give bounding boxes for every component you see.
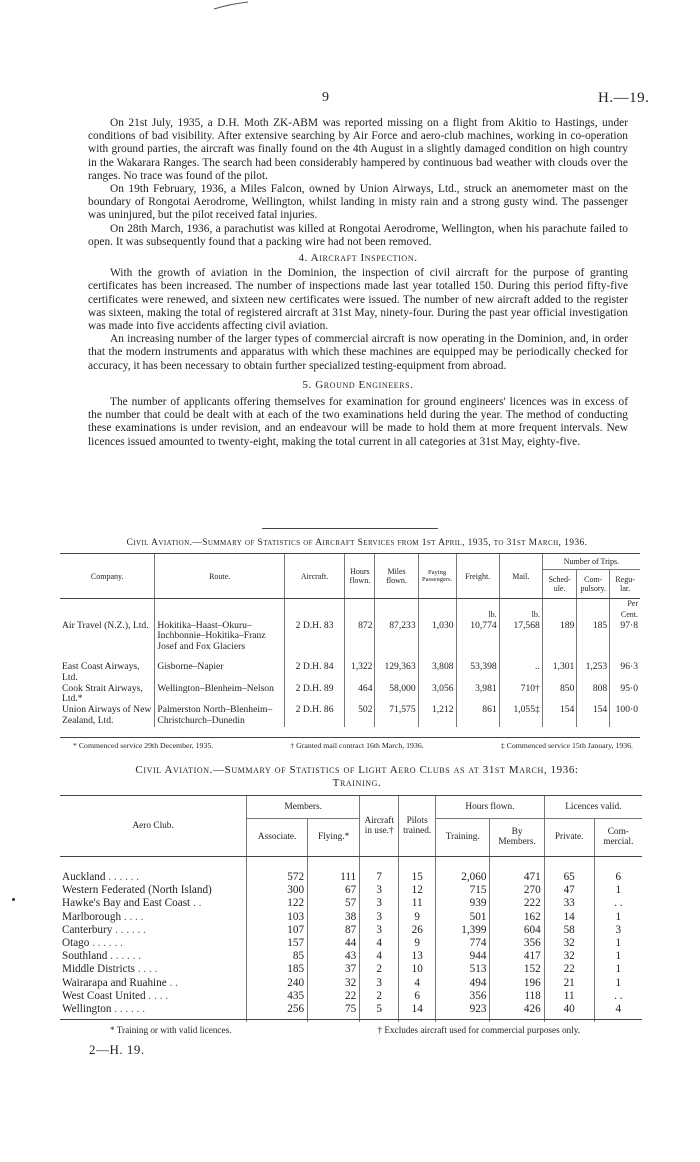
cell-private: 32 bbox=[544, 937, 594, 950]
col-commercial: Com-mercial. bbox=[594, 818, 642, 856]
body-text bbox=[88, 117, 628, 449]
table-bottom-rule bbox=[60, 1019, 642, 1020]
cell-aircraft: 2 bbox=[360, 990, 399, 1003]
cell-club bbox=[60, 897, 247, 910]
cell-freight: 861 bbox=[456, 705, 499, 727]
club-name: Marlborough bbox=[62, 910, 122, 923]
cell-by-members: 162 bbox=[490, 911, 544, 924]
club-name: Wellington bbox=[62, 1003, 112, 1016]
cell-aircraft: 4 bbox=[360, 937, 399, 950]
paragraph: With the growth of aviation in the Dominion, the inspection of civil aircraft for the purpose of granting certificates has been increased. The number of inspections made last year totalled 150. During this period fifty-five certificates were renewed, and sixteen new certificates were issued. The number of new aircraft added to the register was sixteen, making the total of registered aircraft at 31st May, ninety-four. During the past year official investigation was made into five accidents affecting civil aviation. bbox=[88, 267, 628, 333]
club-name: Canterbury bbox=[62, 923, 113, 936]
cell-commercial: 3 bbox=[594, 924, 642, 937]
document-reference: H.—19. bbox=[598, 90, 650, 106]
cell-associate: 185 bbox=[247, 963, 308, 976]
cell-club bbox=[60, 1003, 247, 1016]
cell-pilots: 9 bbox=[399, 937, 436, 950]
cell-pilots: 12 bbox=[399, 884, 436, 897]
cell-associate: 300 bbox=[247, 884, 308, 897]
cell-miles: 87,233 bbox=[375, 621, 418, 653]
table1-footnotes bbox=[73, 741, 633, 750]
cell-associate: 256 bbox=[247, 1003, 308, 1016]
cell-by-members: 471 bbox=[490, 871, 544, 884]
club-name: Otago bbox=[62, 937, 90, 950]
cell-private: 40 bbox=[544, 1003, 594, 1016]
cell-company: Air Travel (N.Z.), Ltd. bbox=[62, 619, 149, 631]
col-mail: Mail. bbox=[499, 554, 542, 599]
cell-flying: 22 bbox=[308, 990, 360, 1003]
table-row bbox=[60, 963, 642, 976]
footnote: † Granted mail contract 16th March, 1936. bbox=[290, 741, 424, 750]
col-regular: Regu-lar. bbox=[610, 570, 640, 599]
cell-club bbox=[60, 977, 247, 990]
cell-associate: 103 bbox=[247, 911, 308, 924]
col-pilots-trained: Pilots trained. bbox=[399, 796, 436, 857]
table-title: Civil Aviation.—Summary of Statistics of Aircraft Services from 1st April, 1935, to 31st March, 1936. bbox=[126, 538, 588, 548]
cell-freight: 3,981 bbox=[456, 684, 499, 706]
cell-aircraft: 2 D.H. 86 bbox=[284, 705, 344, 727]
cell-flying: 111 bbox=[308, 871, 360, 884]
cell-by-members: 270 bbox=[490, 884, 544, 897]
cell-mail: 1,055‡ bbox=[499, 705, 542, 727]
table-title: Training. bbox=[332, 777, 382, 789]
unit-regular: Per Cent. bbox=[610, 599, 640, 621]
cell-commercial: 1 bbox=[594, 963, 642, 976]
club-name: Southland bbox=[62, 950, 108, 963]
cell-associate: 240 bbox=[247, 977, 308, 990]
cell-club bbox=[60, 924, 247, 937]
cell-freight: 10,774 bbox=[456, 621, 499, 653]
cell-scheduled: 1,301 bbox=[542, 662, 577, 684]
aero-clubs-table bbox=[60, 796, 642, 1022]
cell-aircraft: 2 D.H. 89 bbox=[284, 684, 344, 706]
paragraph: On 28th March, 1936, a parachutist was killed at Rongotai Aerodrome, Wellington, when his parachute failed to open. It was subsequently found that a packing wire had not been removed. bbox=[88, 222, 628, 248]
leader-dots: . . . . bbox=[137, 963, 158, 976]
cell-completed: 185 bbox=[577, 621, 610, 653]
cell-regular: 96·3 bbox=[610, 662, 640, 684]
margin-dot bbox=[12, 898, 15, 901]
paragraph: On 21st July, 1935, a D.H. Moth ZK-ABM was reported missing on a flight from Akitio to Hastings, under conditions of bad visibility. After extensive searching by Air Force and aero-club machines, working in co-operation with ground parties, the aircraft was finally found on the 4th August in a slightly damaged condition on high country in the Wakarara Ranges. The search had been considerably hampered by continuous bad weather with clouds over the ranges. No trace was found of the pilot. bbox=[88, 117, 628, 182]
cell-training: 501 bbox=[436, 911, 490, 924]
cell-route: Hokitika–Haast–Okuru–Inchbonnie–Hokitika–Franz Josef and Fox Glaciers bbox=[155, 621, 284, 653]
cell-flying: 57 bbox=[308, 897, 360, 910]
table-row bbox=[60, 911, 642, 924]
cell-mail: 710† bbox=[499, 684, 542, 706]
table-row bbox=[60, 705, 640, 727]
cell-associate: 122 bbox=[247, 897, 308, 910]
cell-miles: 129,363 bbox=[375, 662, 418, 684]
cell-passengers: 3,808 bbox=[418, 662, 456, 684]
signature-mark: 2—H. 19. bbox=[89, 1042, 145, 1057]
table-row bbox=[60, 937, 642, 950]
col-members: Members. bbox=[247, 796, 360, 818]
cell-associate: 572 bbox=[247, 871, 308, 884]
col-miles: Miles flown. bbox=[375, 554, 418, 599]
col-company: Company. bbox=[60, 554, 155, 599]
col-aircraft-in-use: Aircraft in use.† bbox=[360, 796, 399, 857]
col-route: Route. bbox=[155, 554, 284, 599]
cell-flying: 37 bbox=[308, 963, 360, 976]
table-title: Civil Aviation.—Summary of Statistics of Light Aero Clubs as at 31st March, 1936: bbox=[135, 764, 579, 776]
cell-flying: 43 bbox=[308, 950, 360, 963]
cell-flying: 87 bbox=[308, 924, 360, 937]
cell-commercial: . . bbox=[594, 897, 642, 910]
cell-commercial: 1 bbox=[594, 911, 642, 924]
pencil-mark-icon bbox=[212, 0, 252, 12]
cell-aircraft: 3 bbox=[360, 924, 399, 937]
cell-by-members: 196 bbox=[490, 977, 544, 990]
col-aero-club: Aero Club. bbox=[60, 796, 247, 857]
table-row bbox=[60, 884, 642, 897]
cell-club bbox=[60, 963, 247, 976]
col-training: Training. bbox=[436, 818, 490, 856]
cell-pilots: 13 bbox=[399, 950, 436, 963]
cell-training: 356 bbox=[436, 990, 490, 1003]
cell-aircraft: 2 D.H. 84 bbox=[284, 662, 344, 684]
cell-company: Union Airways of New Zealand, Ltd. bbox=[62, 704, 152, 726]
cell-hours: 502 bbox=[345, 705, 375, 727]
cell-commercial: 1 bbox=[594, 937, 642, 950]
cell-associate: 435 bbox=[247, 990, 308, 1003]
cell-private: 21 bbox=[544, 977, 594, 990]
cell-training: 2,060 bbox=[436, 871, 490, 884]
club-name: West Coast United bbox=[62, 989, 146, 1002]
cell-aircraft: 5 bbox=[360, 1003, 399, 1016]
cell-commercial: . . bbox=[594, 990, 642, 1003]
cell-private: 65 bbox=[544, 871, 594, 884]
club-name: Wairarapa and Ruahine bbox=[62, 976, 167, 989]
cell-aircraft: 4 bbox=[360, 950, 399, 963]
table-row bbox=[60, 1003, 642, 1016]
table-header-row bbox=[60, 554, 640, 570]
cell-completed: 808 bbox=[577, 684, 610, 706]
cell-training: 774 bbox=[436, 937, 490, 950]
cell-flying: 32 bbox=[308, 977, 360, 990]
unit-freight: lb. bbox=[456, 599, 499, 621]
cell-pilots: 9 bbox=[399, 911, 436, 924]
cell-commercial: 1 bbox=[594, 950, 642, 963]
col-completed: Com-pulsory. bbox=[577, 570, 610, 599]
cell-flying: 44 bbox=[308, 937, 360, 950]
cell-club bbox=[60, 937, 247, 950]
cell-private: 32 bbox=[544, 950, 594, 963]
cell-flying: 38 bbox=[308, 911, 360, 924]
table-row bbox=[60, 871, 642, 884]
paragraph: An increasing number of the larger types of commercial aircraft is now operating in the Dominion, and, in order that the modern instruments and apparatus with which these machines are equipped may be periodically checked for accuracy, it has been necessary to obtain further specialized testing-equipment from abroad. bbox=[88, 333, 628, 372]
cell-hours: 1,322 bbox=[345, 662, 375, 684]
cell-completed: 154 bbox=[577, 705, 610, 727]
cell-aircraft: 3 bbox=[360, 977, 399, 990]
leader-dots: . . bbox=[192, 897, 202, 910]
cell-miles: 58,000 bbox=[375, 684, 418, 706]
col-flying: Flying.* bbox=[308, 818, 360, 856]
cell-associate: 107 bbox=[247, 924, 308, 937]
cell-aircraft: 3 bbox=[360, 897, 399, 910]
cell-commercial: 1 bbox=[594, 884, 642, 897]
cell-route: Gisborne–Napier bbox=[155, 662, 284, 684]
cell-flying: 67 bbox=[308, 884, 360, 897]
cell-aircraft: 7 bbox=[360, 871, 399, 884]
cell-regular: 100·0 bbox=[610, 705, 640, 727]
cell-by-members: 356 bbox=[490, 937, 544, 950]
leader-dots: . . . . . . bbox=[114, 1003, 145, 1016]
col-private: Private. bbox=[544, 818, 594, 856]
cell-private: 47 bbox=[544, 884, 594, 897]
cell-commercial: 4 bbox=[594, 1003, 642, 1016]
table-bottom-rule bbox=[60, 737, 640, 738]
cell-scheduled: 189 bbox=[542, 621, 577, 653]
col-freight: Freight. bbox=[456, 554, 499, 599]
cell-scheduled: 850 bbox=[542, 684, 577, 706]
cell-regular: 97·8 bbox=[610, 621, 640, 653]
table-row bbox=[60, 662, 640, 684]
cell-scheduled: 154 bbox=[542, 705, 577, 727]
cell-aircraft: 2 D.H. 83 bbox=[284, 621, 344, 653]
cell-by-members: 152 bbox=[490, 963, 544, 976]
club-name: Hawke's Bay and East Coast bbox=[62, 897, 191, 910]
cell-club bbox=[60, 884, 247, 897]
table-row bbox=[60, 684, 640, 706]
cell-pilots: 15 bbox=[399, 871, 436, 884]
units-row bbox=[60, 599, 640, 621]
cell-completed: 1,253 bbox=[577, 662, 610, 684]
table-row bbox=[60, 977, 642, 990]
cell-private: 11 bbox=[544, 990, 594, 1003]
leader-dots: . . . . . . bbox=[110, 950, 141, 963]
leader-dots: . . . . bbox=[148, 989, 168, 1002]
club-name: Auckland bbox=[62, 871, 106, 883]
cell-training: 923 bbox=[436, 1003, 490, 1016]
leader-dots: . . bbox=[169, 976, 178, 989]
cell-commercial: 1 bbox=[594, 977, 642, 990]
col-associate: Associate. bbox=[247, 818, 308, 856]
cell-pilots: 26 bbox=[399, 924, 436, 937]
cell-private: 22 bbox=[544, 963, 594, 976]
cell-private: 33 bbox=[544, 897, 594, 910]
cell-route: Wellington–Blenheim–Nelson bbox=[155, 684, 284, 706]
table-row bbox=[60, 621, 640, 653]
cell-associate: 157 bbox=[247, 937, 308, 950]
leader-dots: . . . . . . bbox=[92, 937, 123, 950]
paragraph: On 19th February, 1936, a Miles Falcon, owned by Union Airways, Ltd., struck an anemometer mast on the boundary of Rongotai Aerodrome, Wellington, whilst landing in misty rain and a strong gusty wind. The passenger was uninjured, but the pilot received fatal injuries. bbox=[88, 183, 628, 222]
footnote: * Commenced service 29th December, 1935. bbox=[73, 741, 214, 750]
cell-route: Palmerston North–Blenheim–Christchurch–Dunedin bbox=[155, 705, 284, 727]
cell-hours: 872 bbox=[345, 621, 375, 653]
table2-footnotes bbox=[110, 1025, 580, 1035]
club-name: Western Federated (North Island) bbox=[62, 884, 212, 897]
cell-mail: 17,568 bbox=[499, 621, 542, 653]
col-hours: Hours flown. bbox=[345, 554, 375, 599]
cell-passengers: 3,056 bbox=[418, 684, 456, 706]
table-row bbox=[60, 990, 642, 1003]
col-by-members: By Members. bbox=[490, 818, 544, 856]
paragraph: The number of applicants offering themselves for examination for ground engineers' licences was in excess of the number that could be dealt with at each of the two examinations held during the year. The method of conducting these examinations is under revision, and an endeavour will be made to hold them at more frequent intervals. New licences issued amounted to twenty-eight, making the total current in all categories at 31st May, eighty-five. bbox=[88, 396, 628, 448]
table-row bbox=[60, 950, 642, 963]
cell-company: East Coast Airways, Ltd. bbox=[62, 660, 140, 683]
col-aircraft: Aircraft. bbox=[284, 554, 344, 599]
leader-dots: . . . . bbox=[123, 910, 144, 923]
cell-training: 513 bbox=[436, 963, 490, 976]
cell-hours: 464 bbox=[345, 684, 375, 706]
cell-club bbox=[60, 950, 247, 963]
cell-club bbox=[60, 990, 247, 1003]
cell-training: 944 bbox=[436, 950, 490, 963]
cell-passengers: 1,212 bbox=[418, 705, 456, 727]
footnote: * Training or with valid licences. bbox=[110, 1025, 232, 1035]
cell-aircraft: 3 bbox=[360, 911, 399, 924]
cell-by-members: 426 bbox=[490, 1003, 544, 1016]
cell-pilots: 10 bbox=[399, 963, 436, 976]
cell-private: 14 bbox=[544, 911, 594, 924]
leader-dots: . . . . . . bbox=[115, 923, 146, 936]
cell-club bbox=[60, 911, 247, 924]
cell-by-members: 417 bbox=[490, 950, 544, 963]
section-heading: 4. Aircraft Inspection. bbox=[298, 252, 418, 265]
table-header-row bbox=[60, 796, 642, 818]
cell-training: 1,399 bbox=[436, 924, 490, 937]
table-row bbox=[60, 924, 642, 937]
unit-mail: lb. bbox=[499, 599, 542, 621]
cell-pilots: 4 bbox=[399, 977, 436, 990]
col-number-of-trips: Number of Trips. bbox=[542, 554, 640, 570]
aircraft-services-table bbox=[60, 554, 640, 727]
cell-regular: 95·0 bbox=[610, 684, 640, 706]
col-hours-flown: Hours flown. bbox=[436, 796, 545, 818]
cell-company: Cook Strait Airways, Ltd.* bbox=[62, 682, 143, 705]
cell-training: 939 bbox=[436, 897, 490, 910]
table-row bbox=[60, 897, 642, 910]
club-name: Middle Districts bbox=[62, 963, 136, 976]
cell-club bbox=[60, 871, 247, 884]
cell-private: 58 bbox=[544, 924, 594, 937]
cell-pilots: 11 bbox=[399, 897, 436, 910]
cell-miles: 71,575 bbox=[375, 705, 418, 727]
cell-passengers: 1,030 bbox=[418, 621, 456, 653]
col-licences-valid: Licences valid. bbox=[544, 796, 642, 818]
footnote: ‡ Commenced service 15th January, 1936. bbox=[500, 741, 633, 750]
cell-pilots: 6 bbox=[399, 990, 436, 1003]
col-scheduled: Sched-ule. bbox=[542, 570, 577, 599]
section-heading: 5. Ground Engineers. bbox=[302, 378, 414, 391]
cell-associate: 85 bbox=[247, 950, 308, 963]
cell-mail: .. bbox=[499, 662, 542, 684]
cell-freight: 53,398 bbox=[456, 662, 499, 684]
col-passengers: Paying Passengers. bbox=[418, 554, 456, 599]
page-number: 9 bbox=[322, 90, 329, 105]
leader-dots: . . . . . . bbox=[108, 871, 140, 883]
cell-commercial: 6 bbox=[594, 871, 642, 884]
cell-by-members: 118 bbox=[490, 990, 544, 1003]
cell-flying: 75 bbox=[308, 1003, 360, 1016]
cell-pilots: 14 bbox=[399, 1003, 436, 1016]
cell-aircraft: 3 bbox=[360, 884, 399, 897]
cell-by-members: 222 bbox=[490, 897, 544, 910]
cell-aircraft: 2 bbox=[360, 963, 399, 976]
cell-training: 494 bbox=[436, 977, 490, 990]
divider bbox=[262, 528, 438, 529]
cell-by-members: 604 bbox=[490, 924, 544, 937]
footnote: † Excludes aircraft used for commercial purposes only. bbox=[377, 1025, 580, 1035]
cell-training: 715 bbox=[436, 884, 490, 897]
